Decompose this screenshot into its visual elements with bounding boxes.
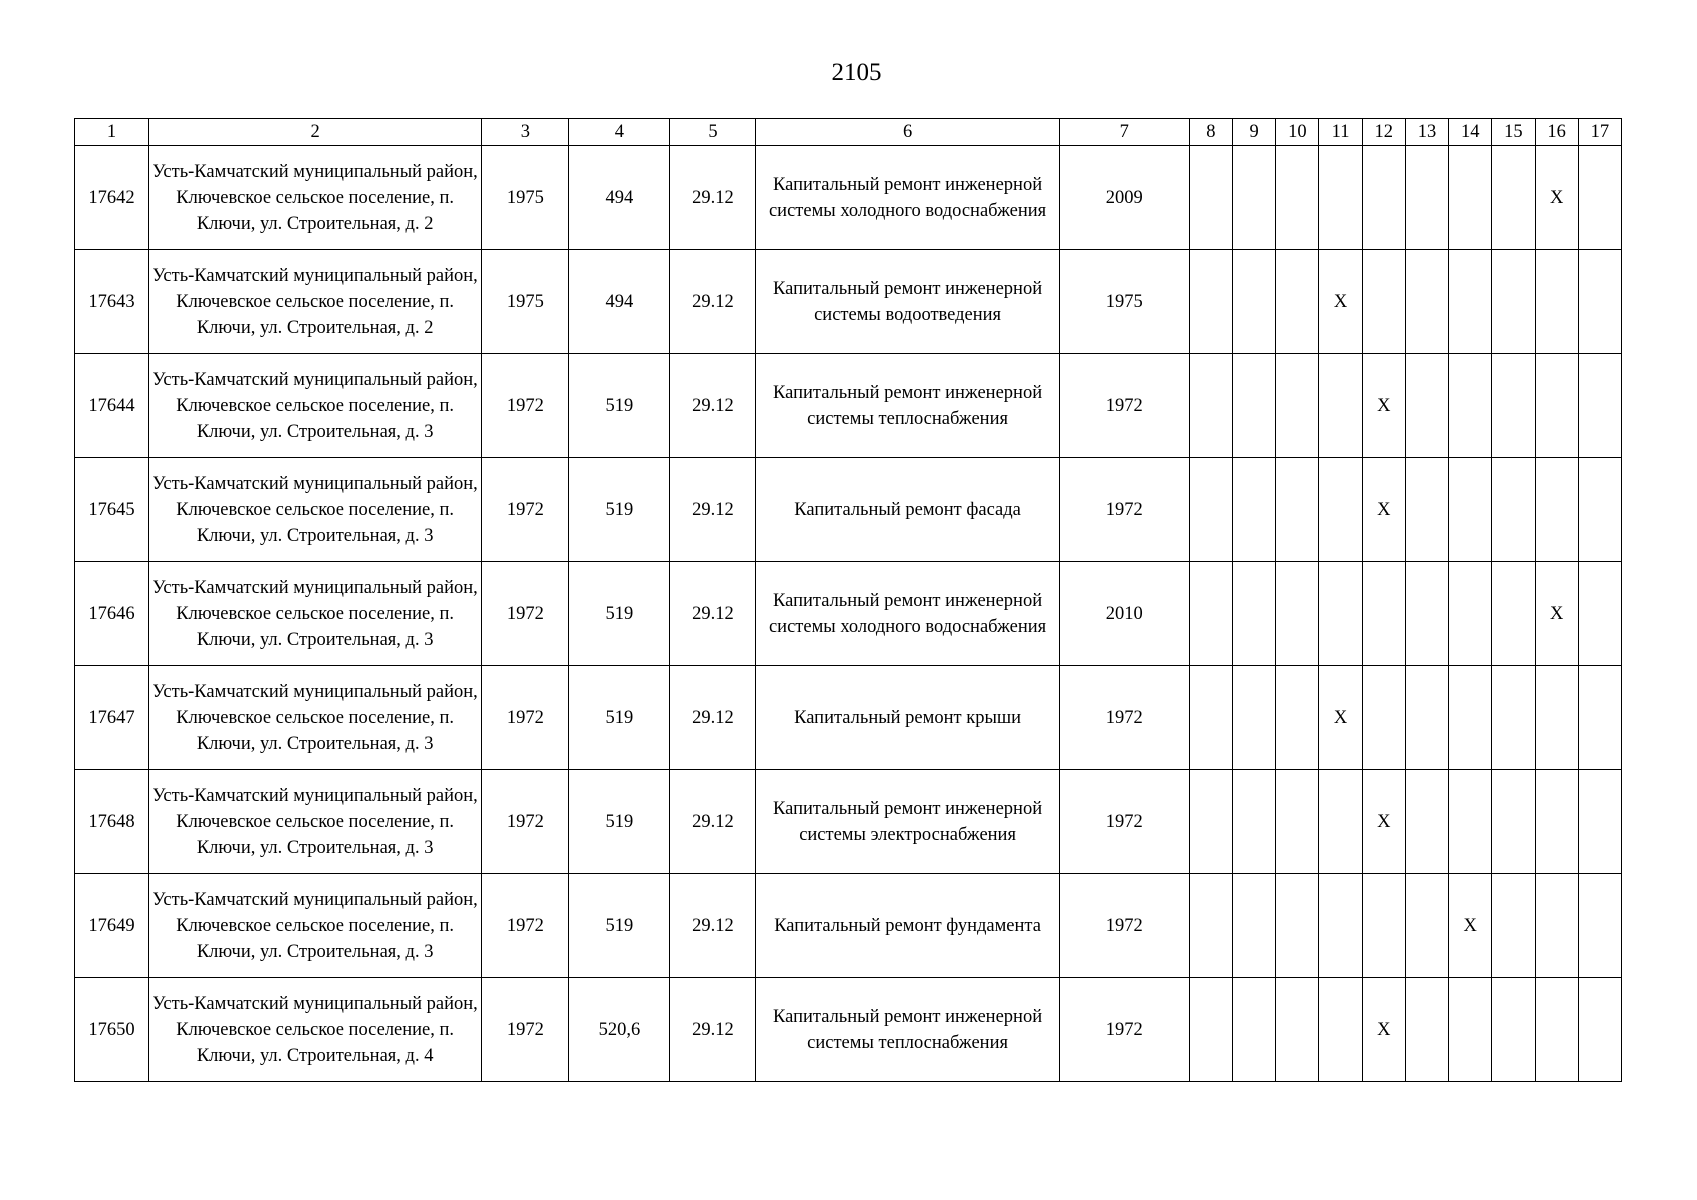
row-id: 17647 [75, 666, 149, 770]
row-col-13 [1405, 146, 1448, 250]
row-col-15 [1492, 978, 1535, 1082]
row-work-type: Капитальный ремонт крыши [756, 666, 1059, 770]
row-col-9 [1233, 666, 1276, 770]
row-col-12 [1362, 146, 1405, 250]
row-address: Усть-Камчатский муниципальный район, Ключевское сельское поселение, п. Ключи, ул. Строительная, д. 3 [149, 354, 482, 458]
column-number-7: 7 [1059, 119, 1189, 146]
row-col-10 [1276, 354, 1319, 458]
row-last-repair-year: 1972 [1059, 978, 1189, 1082]
row-id: 17645 [75, 458, 149, 562]
row-area: 519 [569, 874, 670, 978]
row-col-17 [1578, 562, 1621, 666]
row-code: 29.12 [670, 146, 756, 250]
row-col-8 [1189, 562, 1232, 666]
row-id: 17648 [75, 770, 149, 874]
row-year: 1972 [482, 562, 569, 666]
row-work-type: Капитальный ремонт инженерной системы электроснабжения [756, 770, 1059, 874]
row-address: Усть-Камчатский муниципальный район, Ключевское сельское поселение, п. Ключи, ул. Строительная, д. 3 [149, 770, 482, 874]
row-last-repair-year: 2010 [1059, 562, 1189, 666]
table-row [75, 666, 1622, 770]
row-area: 520,6 [569, 978, 670, 1082]
column-number-8: 8 [1189, 119, 1232, 146]
row-col-10 [1276, 562, 1319, 666]
row-last-repair-year: 1972 [1059, 458, 1189, 562]
row-col-17 [1578, 354, 1621, 458]
row-col-8 [1189, 146, 1232, 250]
row-col-14 [1449, 666, 1492, 770]
row-area: 519 [569, 666, 670, 770]
row-mark: X [1319, 250, 1362, 354]
column-number-5: 5 [670, 119, 756, 146]
table-row [75, 978, 1622, 1082]
row-address: Усть-Камчатский муниципальный район, Ключевское сельское поселение, п. Ключи, ул. Строительная, д. 3 [149, 666, 482, 770]
row-col-13 [1405, 770, 1448, 874]
row-col-8 [1189, 978, 1232, 1082]
row-col-11 [1319, 146, 1362, 250]
table-row [75, 562, 1622, 666]
page-number: 2105 [831, 59, 882, 86]
column-number-17: 17 [1578, 119, 1621, 146]
row-col-17 [1578, 874, 1621, 978]
row-col-15 [1492, 354, 1535, 458]
row-last-repair-year: 1972 [1059, 874, 1189, 978]
row-work-type: Капитальный ремонт инженерной системы холодного водоснабжения [756, 562, 1059, 666]
row-year: 1975 [482, 250, 569, 354]
row-col-14 [1449, 562, 1492, 666]
row-year: 1972 [482, 354, 569, 458]
row-last-repair-year: 1972 [1059, 354, 1189, 458]
registry-table [74, 118, 1622, 1082]
row-col-9 [1233, 250, 1276, 354]
row-col-13 [1405, 250, 1448, 354]
row-col-11 [1319, 770, 1362, 874]
row-col-8 [1189, 666, 1232, 770]
column-number-9: 9 [1233, 119, 1276, 146]
row-col-16 [1535, 874, 1578, 978]
column-number-row [75, 119, 1622, 146]
row-code: 29.12 [670, 770, 756, 874]
row-col-10 [1276, 666, 1319, 770]
row-col-13 [1405, 458, 1448, 562]
row-mark: X [1449, 874, 1492, 978]
table-row [75, 250, 1622, 354]
column-number-14: 14 [1449, 119, 1492, 146]
row-col-13 [1405, 354, 1448, 458]
row-code: 29.12 [670, 978, 756, 1082]
row-col-17 [1578, 978, 1621, 1082]
row-col-11 [1319, 354, 1362, 458]
column-number-1: 1 [75, 119, 149, 146]
row-last-repair-year: 1972 [1059, 666, 1189, 770]
row-col-14 [1449, 354, 1492, 458]
row-last-repair-year: 1975 [1059, 250, 1189, 354]
row-code: 29.12 [670, 354, 756, 458]
row-col-16 [1535, 978, 1578, 1082]
row-mark: X [1535, 562, 1578, 666]
row-col-10 [1276, 458, 1319, 562]
column-number-4: 4 [569, 119, 670, 146]
row-col-9 [1233, 770, 1276, 874]
row-col-10 [1276, 978, 1319, 1082]
row-col-17 [1578, 250, 1621, 354]
row-col-16 [1535, 354, 1578, 458]
row-code: 29.12 [670, 874, 756, 978]
row-col-9 [1233, 874, 1276, 978]
row-code: 29.12 [670, 250, 756, 354]
row-mark: X [1535, 146, 1578, 250]
row-year: 1972 [482, 458, 569, 562]
row-id: 17644 [75, 354, 149, 458]
row-id: 17643 [75, 250, 149, 354]
row-col-15 [1492, 250, 1535, 354]
row-col-15 [1492, 562, 1535, 666]
row-code: 29.12 [670, 666, 756, 770]
row-col-15 [1492, 146, 1535, 250]
row-year: 1975 [482, 146, 569, 250]
row-id: 17642 [75, 146, 149, 250]
row-mark: X [1362, 770, 1405, 874]
row-col-12 [1362, 874, 1405, 978]
row-area: 519 [569, 458, 670, 562]
row-work-type: Капитальный ремонт инженерной системы холодного водоснабжения [756, 146, 1059, 250]
row-col-16 [1535, 666, 1578, 770]
row-col-13 [1405, 562, 1448, 666]
row-col-17 [1578, 666, 1621, 770]
row-col-10 [1276, 146, 1319, 250]
row-col-14 [1449, 978, 1492, 1082]
row-col-15 [1492, 458, 1535, 562]
row-col-15 [1492, 770, 1535, 874]
row-col-9 [1233, 562, 1276, 666]
column-number-2: 2 [149, 119, 482, 146]
row-mark: X [1362, 458, 1405, 562]
column-number-11: 11 [1319, 119, 1362, 146]
row-address: Усть-Камчатский муниципальный район, Ключевское сельское поселение, п. Ключи, ул. Строительная, д. 2 [149, 250, 482, 354]
row-col-14 [1449, 458, 1492, 562]
row-col-13 [1405, 874, 1448, 978]
row-col-8 [1189, 354, 1232, 458]
row-area: 494 [569, 250, 670, 354]
row-col-14 [1449, 770, 1492, 874]
row-code: 29.12 [670, 562, 756, 666]
row-col-14 [1449, 250, 1492, 354]
column-number-6: 6 [756, 119, 1059, 146]
row-col-10 [1276, 250, 1319, 354]
row-work-type: Капитальный ремонт инженерной системы водоотведения [756, 250, 1059, 354]
row-address: Усть-Камчатский муниципальный район, Ключевское сельское поселение, п. Ключи, ул. Строительная, д. 4 [149, 978, 482, 1082]
row-col-8 [1189, 874, 1232, 978]
row-area: 494 [569, 146, 670, 250]
row-year: 1972 [482, 770, 569, 874]
row-col-15 [1492, 874, 1535, 978]
row-address: Усть-Камчатский муниципальный район, Ключевское сельское поселение, п. Ключи, ул. Строительная, д. 3 [149, 874, 482, 978]
row-col-11 [1319, 562, 1362, 666]
row-col-9 [1233, 354, 1276, 458]
row-col-8 [1189, 770, 1232, 874]
row-last-repair-year: 1972 [1059, 770, 1189, 874]
row-work-type: Капитальный ремонт инженерной системы теплоснабжения [756, 354, 1059, 458]
row-col-9 [1233, 978, 1276, 1082]
row-address: Усть-Камчатский муниципальный район, Ключевское сельское поселение, п. Ключи, ул. Строительная, д. 2 [149, 146, 482, 250]
row-col-17 [1578, 146, 1621, 250]
column-number-16: 16 [1535, 119, 1578, 146]
row-col-10 [1276, 770, 1319, 874]
table-row [75, 354, 1622, 458]
row-col-15 [1492, 666, 1535, 770]
column-number-10: 10 [1276, 119, 1319, 146]
row-col-9 [1233, 458, 1276, 562]
row-work-type: Капитальный ремонт фасада [756, 458, 1059, 562]
row-address: Усть-Камчатский муниципальный район, Ключевское сельское поселение, п. Ключи, ул. Строительная, д. 3 [149, 458, 482, 562]
table-row [75, 458, 1622, 562]
row-col-17 [1578, 458, 1621, 562]
column-number-13: 13 [1405, 119, 1448, 146]
row-work-type: Капитальный ремонт фундамента [756, 874, 1059, 978]
row-year: 1972 [482, 978, 569, 1082]
row-area: 519 [569, 770, 670, 874]
row-col-17 [1578, 770, 1621, 874]
row-col-16 [1535, 250, 1578, 354]
row-last-repair-year: 2009 [1059, 146, 1189, 250]
row-col-13 [1405, 666, 1448, 770]
row-area: 519 [569, 354, 670, 458]
table-row [75, 874, 1622, 978]
column-number-12: 12 [1362, 119, 1405, 146]
row-col-14 [1449, 146, 1492, 250]
row-id: 17650 [75, 978, 149, 1082]
row-col-8 [1189, 250, 1232, 354]
row-col-11 [1319, 874, 1362, 978]
row-year: 1972 [482, 874, 569, 978]
row-col-9 [1233, 146, 1276, 250]
row-col-11 [1319, 978, 1362, 1082]
row-address: Усть-Камчатский муниципальный район, Ключевское сельское поселение, п. Ключи, ул. Строительная, д. 3 [149, 562, 482, 666]
row-col-16 [1535, 458, 1578, 562]
row-mark: X [1362, 354, 1405, 458]
row-mark: X [1362, 978, 1405, 1082]
row-col-10 [1276, 874, 1319, 978]
row-id: 17649 [75, 874, 149, 978]
row-col-12 [1362, 250, 1405, 354]
row-work-type: Капитальный ремонт инженерной системы теплоснабжения [756, 978, 1059, 1082]
table-row [75, 770, 1622, 874]
row-col-13 [1405, 978, 1448, 1082]
row-col-11 [1319, 458, 1362, 562]
row-year: 1972 [482, 666, 569, 770]
row-col-12 [1362, 562, 1405, 666]
row-col-8 [1189, 458, 1232, 562]
row-id: 17646 [75, 562, 149, 666]
row-col-12 [1362, 666, 1405, 770]
row-code: 29.12 [670, 458, 756, 562]
table-row [75, 146, 1622, 250]
column-number-3: 3 [482, 119, 569, 146]
row-mark: X [1319, 666, 1362, 770]
column-number-15: 15 [1492, 119, 1535, 146]
row-col-16 [1535, 770, 1578, 874]
row-area: 519 [569, 562, 670, 666]
